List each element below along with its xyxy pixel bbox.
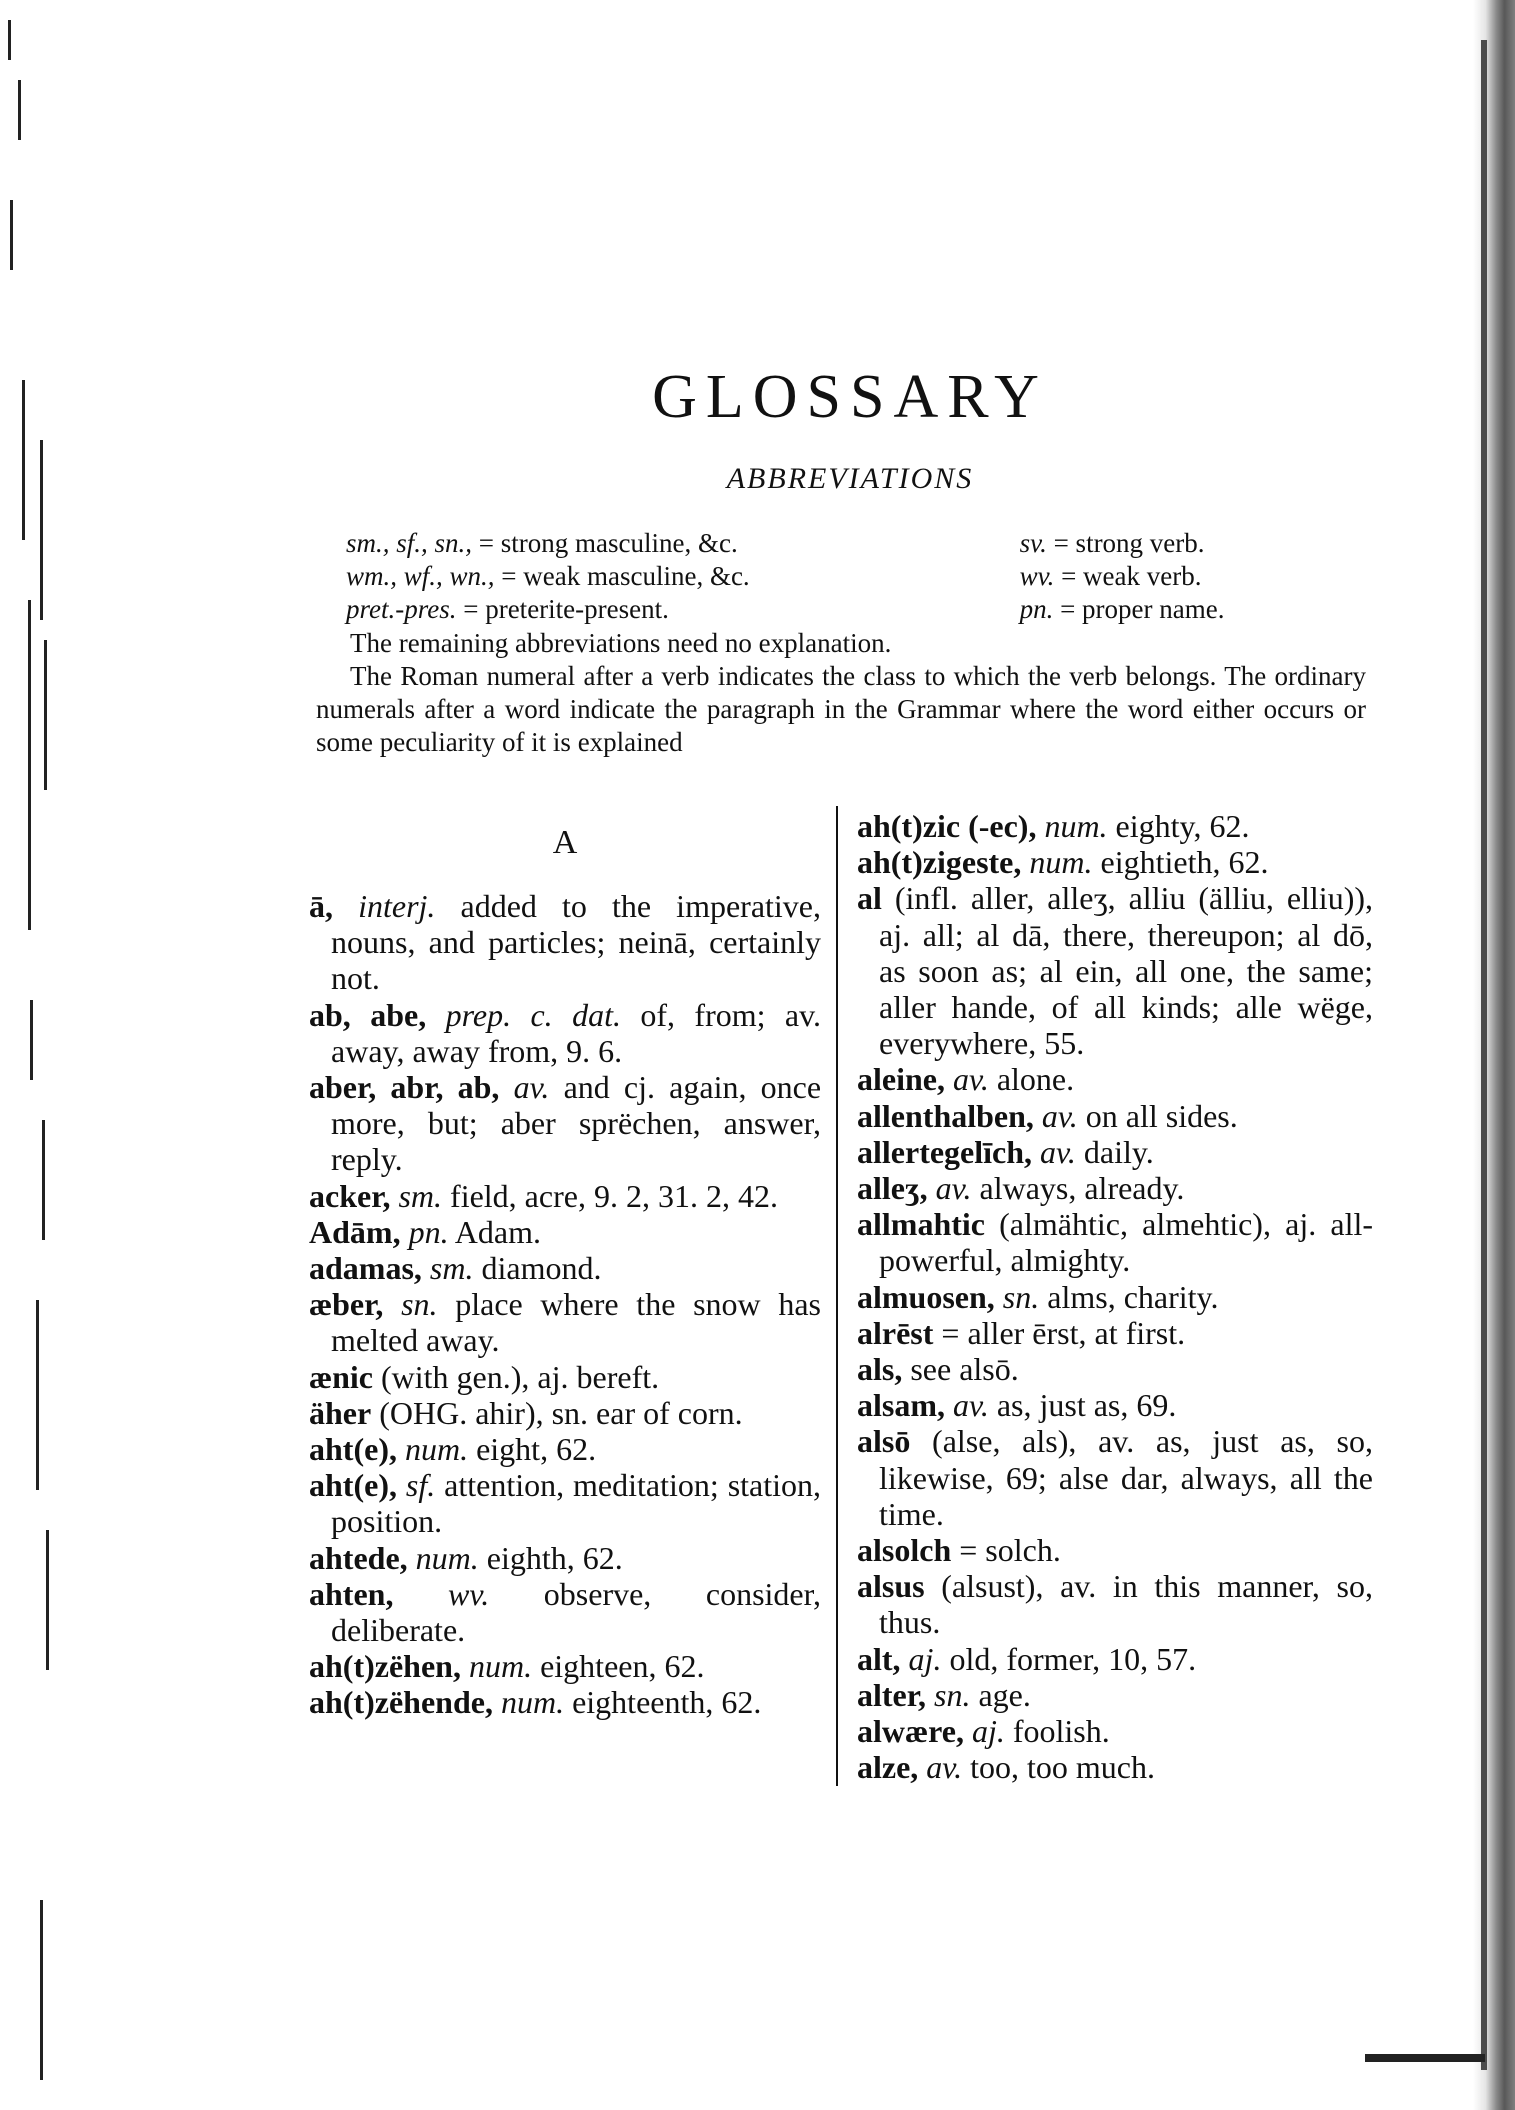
entry-grammar: num.	[404, 1431, 469, 1468]
entry-headword: alt,	[857, 1640, 901, 1677]
abbreviation-definition: = weak verb.	[1061, 561, 1202, 591]
glossary-entry	[309, 1648, 821, 1684]
glossary-entry	[857, 1170, 1373, 1206]
glossary-entry	[857, 1713, 1373, 1749]
entry-definition: (alsust), av. in this manner, so, thus.	[879, 1568, 1374, 1641]
entry-headword: alwære,	[857, 1713, 964, 1750]
entry-headword: ahtede,	[309, 1539, 408, 1576]
entry-definition: (OHG. ahir), sn. ear of corn.	[379, 1394, 743, 1431]
entry-grammar: num.	[415, 1539, 479, 1576]
entry-definition: and cj. again, once more, but; aber sprëchen, answer, reply.	[331, 1069, 822, 1178]
entry-grammar: av.	[952, 1061, 989, 1098]
glossary-entry	[309, 1359, 821, 1395]
abbreviation-definition: = weak masculine, &c.	[501, 561, 750, 591]
entry-headword: Adām,	[309, 1213, 401, 1250]
entry-definition: (with gen.), aj. bereft.	[381, 1358, 660, 1395]
entry-headword: allmahtic	[857, 1206, 985, 1243]
entry-definition: eight, 62.	[476, 1431, 597, 1468]
glossary-entry	[857, 1568, 1373, 1640]
entry-grammar: num.	[1029, 844, 1093, 881]
entry-definition: alms, charity.	[1047, 1278, 1219, 1315]
entry-grammar: num.	[468, 1648, 533, 1685]
entry-headword: alter,	[857, 1676, 927, 1713]
entry-headword: ah(t)zic (-ec),	[857, 808, 1037, 844]
glossary-entry	[857, 1532, 1373, 1568]
glossary-entry	[309, 1178, 821, 1214]
entry-headword: als,	[857, 1351, 903, 1388]
entry-definition: place where the snow has melted away.	[331, 1286, 822, 1359]
glossary-column-left	[309, 808, 821, 1721]
left-entry-list	[309, 888, 821, 1721]
abbreviation-term: sm., sf., sn.,	[346, 528, 473, 558]
glossary-entry	[857, 1134, 1373, 1170]
glossary-entry	[857, 1387, 1373, 1423]
entry-definition: eighty, 62.	[1115, 808, 1250, 844]
abbreviation-right	[1020, 527, 1306, 560]
abbreviation-right	[1020, 593, 1306, 626]
entry-headword: alsō	[857, 1423, 911, 1460]
glossary-entry	[857, 1206, 1373, 1278]
entry-headword: alrēst	[857, 1314, 934, 1351]
entry-definition: foolish.	[1012, 1713, 1110, 1750]
entry-definition: attention, meditation; station, position.	[331, 1467, 822, 1540]
entry-grammar: aj.	[908, 1640, 942, 1677]
intro-paragraph-2: The Roman numeral after a verb indicates the class to which the verb belongs. The ordinary numerals after a word indicate the paragraph in the Grammar where the word either occurs or some peculiarity of it is explained	[316, 661, 1366, 757]
glossary-entry	[857, 880, 1373, 1061]
abbreviations-table	[346, 527, 1306, 626]
abbreviation-left	[346, 593, 1020, 626]
entry-definition: eighteen, 62.	[540, 1648, 705, 1685]
abbreviation-row	[346, 593, 1306, 626]
glossary-entry	[309, 1214, 821, 1250]
glossary-entry	[309, 1540, 821, 1576]
right-entry-list	[857, 808, 1373, 1785]
intro-text	[316, 627, 1366, 759]
entry-headword: allertegelīch,	[857, 1133, 1033, 1170]
glossary-entry	[857, 1351, 1373, 1387]
entry-grammar: av.	[926, 1749, 963, 1786]
entry-headword: ahten,	[309, 1575, 394, 1612]
entry-grammar: wv.	[448, 1575, 490, 1612]
abbreviation-definition: = strong verb.	[1053, 528, 1205, 558]
abbreviation-term: wm., wf., wn.,	[346, 561, 495, 591]
entry-definition: as, just as, 69.	[996, 1387, 1177, 1424]
entry-definition: field, acre, 9. 2, 31. 2, 42.	[450, 1177, 778, 1214]
page-corner-mark	[1365, 2054, 1485, 2062]
page-title: GLOSSARY	[652, 362, 1048, 431]
entry-headword: aht(e),	[309, 1467, 397, 1504]
glossary-entry	[309, 1286, 821, 1358]
entry-grammar: sm.	[398, 1177, 443, 1214]
entry-definition: age.	[978, 1676, 1031, 1713]
glossary-entry	[309, 997, 821, 1069]
entry-definition: observe, consider, deliberate.	[331, 1575, 821, 1649]
entry-headword: æber,	[309, 1286, 384, 1323]
section-letter: A	[552, 824, 578, 861]
abbreviation-right	[1020, 560, 1306, 593]
entry-headword: ænic	[309, 1358, 373, 1395]
intro-paragraph-1: The remaining abbreviations need no explanation.	[350, 628, 892, 658]
entry-grammar: sn.	[1002, 1278, 1040, 1315]
glossary-entry	[309, 1684, 821, 1720]
entry-definition: = solch.	[959, 1532, 1061, 1569]
abbreviations-heading: ABBREVIATIONS	[726, 462, 974, 495]
entry-definition: eighth, 62.	[486, 1539, 623, 1576]
entry-headword: aleine,	[857, 1061, 945, 1098]
entry-grammar: sn.	[401, 1286, 438, 1323]
abbreviation-term: pret.-pres.	[346, 594, 457, 624]
abbreviation-term: pn.	[1019, 594, 1054, 624]
glossary-entry	[857, 1279, 1373, 1315]
entry-headword: ah(t)zëhende,	[309, 1684, 493, 1721]
entry-definition: on all sides.	[1085, 1097, 1238, 1134]
right-page-edge	[1473, 0, 1515, 2110]
entry-grammar: av.	[1040, 1133, 1076, 1170]
entry-definition: (almähtic, almehtic), aj. all-powerful, almighty.	[879, 1206, 1373, 1279]
entry-definition: of, from; av. away, away from, 9. 6.	[331, 996, 822, 1069]
glossary-entry	[857, 1423, 1373, 1532]
entry-definition: eightieth, 62.	[1100, 844, 1269, 881]
entry-definition: diamond.	[481, 1250, 602, 1287]
column-divider	[836, 806, 838, 1786]
abbreviation-left	[346, 560, 1020, 593]
entry-definition: Adam.	[454, 1213, 541, 1250]
entry-grammar: pn.	[408, 1213, 449, 1250]
entry-definition: alone.	[996, 1061, 1075, 1098]
glossary-entry	[857, 844, 1373, 880]
entry-headword: alze,	[857, 1749, 919, 1786]
entry-definition: eighteenth, 62.	[572, 1684, 762, 1721]
entry-definition: added to the imperative, nouns, and particles; neinā, certainly not.	[331, 888, 822, 997]
entry-definition: see alsō.	[910, 1351, 1019, 1388]
glossary-entry	[857, 1749, 1373, 1785]
entry-grammar: interj.	[358, 888, 436, 924]
entry-headword: ah(t)zigeste,	[857, 844, 1022, 881]
abbreviation-term: sv.	[1019, 528, 1047, 558]
abbreviation-definition: = preterite-present.	[463, 594, 669, 624]
glossary-entry	[309, 1395, 821, 1431]
glossary-entry	[309, 1431, 821, 1467]
entry-grammar: prep. c. dat.	[445, 996, 621, 1033]
entry-grammar: av.	[513, 1069, 550, 1106]
entry-definition: (infl. aller, alleʒ, alliu (älliu, elliu)), aj. all; al dā, there, thereupon; al dō, as soon as; al ein, all one, the same; aller hande, of all kinds; alle wëge, everywhere, 55.	[879, 880, 1374, 1062]
abbreviation-row	[346, 527, 1306, 560]
entry-definition: always, already.	[979, 1170, 1185, 1207]
entry-headword: acker,	[309, 1177, 391, 1214]
entry-headword: aber, abr, ab,	[309, 1069, 500, 1106]
entry-grammar: av.	[953, 1387, 989, 1424]
entry-grammar: av.	[1041, 1097, 1078, 1134]
entry-headword: ah(t)zëhen,	[309, 1648, 461, 1685]
entry-headword: adamas,	[309, 1250, 422, 1287]
entry-headword: aht(e),	[309, 1431, 397, 1468]
glossary-entry	[309, 888, 821, 997]
entry-definition: = aller ērst, at first.	[941, 1314, 1186, 1351]
entry-headword: alsus	[857, 1568, 925, 1605]
glossary-entry	[857, 808, 1373, 844]
entry-grammar: sm.	[429, 1250, 474, 1287]
glossary-entry	[857, 1061, 1373, 1097]
glossary-entry	[857, 1677, 1373, 1713]
entry-grammar: num.	[500, 1684, 565, 1721]
left-page-edge	[0, 0, 60, 2110]
abbreviation-row	[346, 560, 1306, 593]
entry-headword: alsolch	[857, 1532, 952, 1569]
entry-definition: daily.	[1083, 1133, 1154, 1170]
entry-headword: ab, abe,	[309, 996, 427, 1033]
entry-headword: äher	[309, 1394, 372, 1431]
glossary-entry	[309, 1069, 821, 1178]
entry-definition: (alse, als), av. as, just as, so, likewise, 69; alse dar, always, all the time.	[879, 1423, 1373, 1532]
entry-grammar: sn.	[934, 1676, 971, 1713]
abbreviation-definition: = proper name.	[1060, 594, 1225, 624]
entry-headword: alsam,	[857, 1387, 945, 1424]
glossary-entry	[309, 1467, 821, 1539]
entry-grammar: aj.	[971, 1713, 1005, 1750]
glossary-entry	[857, 1315, 1373, 1351]
glossary-entry	[309, 1576, 821, 1648]
abbreviation-definition: = strong masculine, &c.	[478, 528, 738, 558]
entry-definition: too, too much.	[970, 1749, 1155, 1786]
entry-headword: almuosen,	[857, 1278, 995, 1315]
abbreviation-term: wv.	[1019, 561, 1055, 591]
entry-grammar: num.	[1044, 808, 1108, 844]
entry-headword: ā,	[309, 888, 333, 924]
entry-headword: al	[857, 880, 882, 917]
glossary-entry	[309, 1250, 821, 1286]
glossary-entry	[857, 1641, 1373, 1677]
entry-grammar: sf.	[405, 1467, 436, 1504]
entry-grammar: av.	[935, 1170, 972, 1207]
abbreviation-left	[346, 527, 1020, 560]
glossary-entry	[857, 1098, 1373, 1134]
glossary-column-right	[857, 808, 1373, 1785]
entry-headword: alleʒ,	[857, 1170, 928, 1207]
entry-definition: old, former, 10, 57.	[949, 1640, 1197, 1677]
entry-headword: allenthalben,	[857, 1097, 1034, 1134]
